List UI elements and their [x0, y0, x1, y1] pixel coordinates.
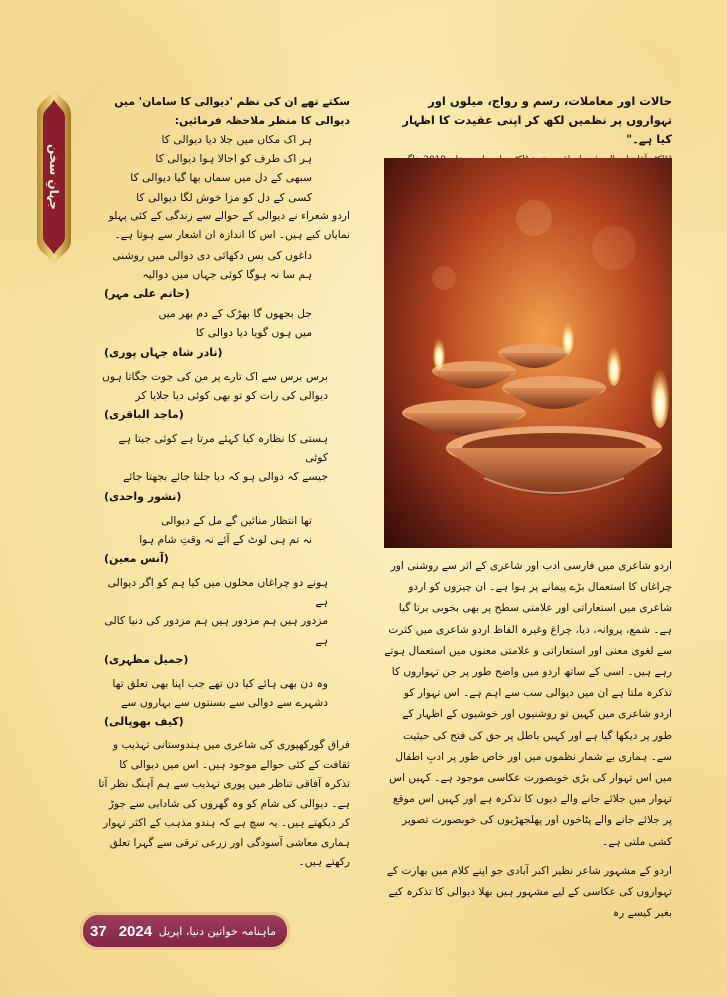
verse-line: دشہرے سے دوالی سے بسنتوں سے بہاروں سے — [121, 696, 328, 710]
verse-line: نہ تم ہی لوٹ کے آئے نہ وقتِ شام ہوا — [139, 532, 312, 546]
poet-name: (نشور واحدی) — [104, 489, 182, 503]
right-column-text — [384, 556, 672, 924]
page-number: 37 — [90, 922, 107, 940]
verse-line: تھا انتظار منائیں گے مل کے دیوالی — [161, 513, 312, 527]
diya-lamps-icon — [384, 158, 672, 548]
intro-text: حالات اور معاملات، رسم و رواج، میلوں اور تہواروں پر نظمیں لکھ کر اپنی عقیدت کا اظہار کیا ہے۔" — [402, 94, 672, 146]
poet-name: (کیف بھوپالی) — [104, 715, 184, 729]
verse-line: جل بجھوں گا بھڑک کے دم بھر میں — [158, 307, 312, 321]
page-footer — [80, 912, 290, 950]
section-title: جہانِ سخن — [47, 144, 61, 210]
verse-line: مزدور ہیں ہم مزدور ہیں ہم مزدور کی دنیا کالی ہے — [104, 614, 328, 647]
lead-paragraph: سکتے تھے ان کی نظم 'دیوالی کا سامان' میں دیوالی کا منظر ملاحظہ فرمائیں: — [114, 95, 350, 127]
verse-line: ہر اک مکاں میں جلا دیا دیوالی کا — [161, 133, 312, 146]
magazine-name: ماہنامہ خواتین دنیا، اپریل — [158, 924, 276, 938]
left-column-text — [98, 92, 350, 873]
verse-line: دیوالی کی رات کو تو بھی کوئی دیا جلایا کر — [135, 388, 328, 402]
poet-name: (جمیل مظہری) — [104, 652, 189, 666]
verse-line: ہم سا نہ ہوگا کوئی جہاں میں دوالیہ — [142, 268, 312, 282]
verse-line: وہ دن بھی ہائے کیا دن تھے جب اپنا بھی تعلق تھا — [112, 676, 328, 690]
verse-line: داغوں کی بس دکھائی دی دوالی میں روشنی — [112, 248, 312, 262]
poet-name: (نادر شاہ جہاں پوری) — [104, 345, 223, 359]
verse-line: ہر اک طرف کو اجالا ہوا دیوالی کا — [155, 152, 312, 166]
verse-line: ہستی کا نظارہ کیا کہئے مرتا ہے کوئی جیتا ہے کوئی — [118, 432, 328, 465]
paragraph: فراق گورکھپوری کی شاعری میں ہندوستانی تہذیب و ثقافت کے کئی حوالے موجود ہیں۔ اس میں دیوالی کا تذکرہ آفاقی تناظر میں پوری تہذیب سے ہم آہنگ نظر آتا ہے۔ دیوالی کی شام کو وہ گھروں کی شادابی سے جوڑ کر دیکھتے ہیں۔ یہ سچ ہے کہ ہندو مذہب کے اکثر تہوار ہماری معاشی آسودگی اور زرعی ترقی سے گہرا تعلق رکھتے ہیں۔ — [98, 739, 350, 869]
poet-name: (ماجد الباقری) — [104, 408, 184, 422]
verse-line: ہونے دو چراغاں محلوں میں کیا ہم کو اگر دیوالی ہے — [107, 576, 328, 609]
diya-photo — [384, 158, 672, 548]
verse-line: برس برس سے اک تارے پر من کی جوت جگاتا ہوں — [101, 369, 328, 383]
verse-line: سبھی کے دل میں سماں بھا گیا دیوالی کا — [130, 171, 312, 185]
verse-line: کسی کے دل کو مزا خوش لگا دیوالی کا — [136, 190, 312, 204]
paragraph: اردو کے مشہور شاعر نظیر اکبر آبادی جو اپنے کلام میں بھارت کے تہواروں کی عکاسی کے لیے مشہور ہیں بھلا دیوالی کا تذکرہ کیے بغیر کیسے رہ — [386, 864, 672, 920]
poet-name: (آنس معین) — [104, 552, 169, 566]
section-emblem — [31, 88, 77, 266]
paragraph: اردو شعراء نے دیوالی کے حوالے سے زندگی کے کئی پہلو نمایاں کیے ہیں۔ اس کا اندازہ ان اشعار سے ہوتا ہے۔ — [108, 209, 350, 242]
poet-name: (حاتم علی مہر) — [104, 287, 190, 301]
verse-line: جیسے کہ دوالی ہو کہ دیا جلتا جائے بجھتا جائے — [123, 470, 328, 484]
paragraph: اردو شاعری میں فارسی ادب اور شاعری کے اثر سے روشنی اور چراغاں کا استعمال بڑے پیمانے پر ہوا ہے۔ ان چیزوں کو اردو شاعری میں استعاراتی اور علامتی سطح پر بھی بخوبی برتا گیا ہے۔ شمع، پروانہ، دیا، چراغ وغیرہ الفاظ اردو شاعری میں کثرت سے لغوی معنی اور استعاراتی و علامتی معنوں میں استعمال ہوتے رہے ہیں۔ اسی کے ساتھ اردو میں واضح طور پر جن تہواروں کا تذکرہ ملتا ہے ان میں دیوالی سب سے اہم ہے۔ اس تہوار کو اردو شاعری میں کہیں تو روشنیوں اور خوشیوں کے اظہار کے طور پر دیکھا گیا ہے اور کہیں باطل پر حق کی فتح کی حیثیت سے۔ ہماری بے شمار نظموں میں اور خاص طور پر ادبِ اطفال میں اس تہوار کی بڑی خوبصورت عکاسی موجود ہے۔ کہیں اس تہوار میں جلائے جانے والے دیوں کا تذکرہ ہے اور کہیں اس موقع پر جلائے جانے والے پٹاخوں اور پھلجھڑیوں کی خوبصورت تصویر کشی ملتی ہے۔ — [384, 560, 672, 848]
verse-line: میں ہوں گویا دیا دوالی کا — [195, 326, 312, 340]
issue-year: 2024 — [118, 922, 153, 940]
